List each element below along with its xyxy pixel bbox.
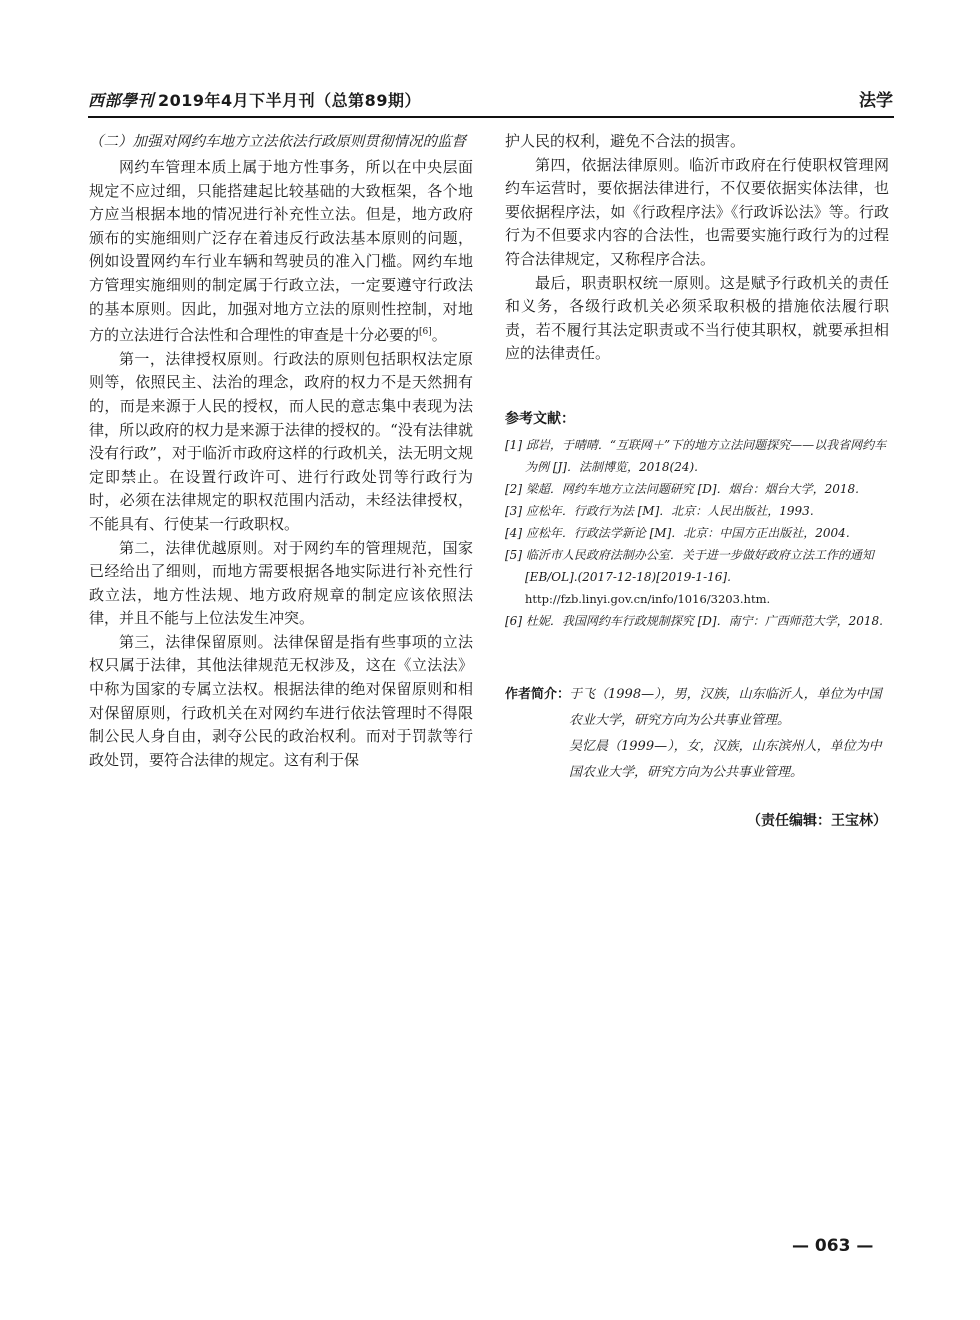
citation-mark: [6] <box>419 327 432 338</box>
section-label: 法学 <box>859 91 893 111</box>
reference-item: [4] 应松年．行政法学新论 [M]．北京：中国方正出版社，2004. <box>505 526 850 540</box>
journal-issue: 2019年4月下半月刊（总第89期） <box>158 91 421 110</box>
paragraph: 第一，法律授权原则。行政法的原则包括职权法定原则等，依照民主、法治的理念，政府的权力不是天然拥有的，而是来源于人民的授权，而人民的意志集中表现为法律，所以政府的权力是来源于法律的授权的。“没有法律就没有行政”，对于临沂市政府这样的行政机关，法无明文规定即禁止。在设置行政许可、进行行政处罚等行政行为时，必须在法律规定的职权范围内活动，未经法律授权，不能具有、行使某一行政职权。 <box>89 349 473 533</box>
paragraph-text: 网约车管理本质上属于地方性事务，所以在中央层面规定不应过细，只能搭建起比较基础的大致框架，各个地方应当根据本地的情况进行补充性立法。但是，地方政府颁布的实施细则广泛存在着违反行政法基本原则的问题，例如设置网约车行业车辆和驾驶员的准入门槛。网约车地方管理实施细则的制定属于行政立法，一定要遵守行政法的基本原则。因此，加强对地方立法的原则性控制，对地方的立法进行合法性和合理性的审查是十分必要的 <box>89 158 473 345</box>
author-2: 吴忆晨（1999—），女，汉族，山东滨州人，单位为中国农业大学，研究方向为公共事业管理。 <box>569 739 882 780</box>
paragraph <box>89 156 473 348</box>
left-column <box>89 130 473 772</box>
reference-text: [5] 临沂市人民政府法制办公室．关于进一步做好政府立法工作的通知 [EB/OL].(2017-12-18)[2019-1-16]. <box>505 548 874 584</box>
author-info <box>505 682 893 786</box>
reference-item: [2] 梁超．网约车地方立法问题研究 [D]．烟台：烟台大学，2018. <box>505 482 859 496</box>
reference-url[interactable]: http://fzb.linyi.gov.cn/info/1016/3203.htm. <box>525 592 771 606</box>
journal-logo: 西部學刊 <box>88 91 155 110</box>
section-subheading: （二）加强对网约车地方立法依法行政原则贯彻情况的监督 <box>89 134 466 150</box>
author-1: 于飞（1998—），男，汉族，山东临沂人，单位为中国农业大学，研究方向为公共事业管理。 <box>569 687 882 728</box>
paragraph: 第三，法律保留原则。法律保留是指有些事项的立法权只属于法律，其他法律规范无权涉及，这在《立法法》中称为国家的专属立法权。根据法律的绝对保留原则和相对保留原则，行政机关在对网约车进行依法管理时不得限制公民人身自由，剥夺公民的政治权利。而对于罚款等行政处罚，要符合法律的规定。这有利于保 <box>89 632 473 769</box>
reference-item: [3] 应松年．行政行为法 [M]．北京：人民出版社，1993. <box>505 504 814 518</box>
paragraph: 最后，职责职权统一原则。这是赋予行政机关的责任和义务，各级行政机关必须采取积极的措施依法履行职责，若不履行其法定职责或不当行使其职权，就要承担相应的法律责任。 <box>505 273 889 363</box>
page-header <box>88 88 893 112</box>
paragraph: 第二，法律优越原则。对于网约车的管理规范，国家已经给出了细则，而地方需要根据各地实际进行补充性行政立法，地方性法规、地方政府规章的制定应该依照法律，并且不能与上位法发生冲突。 <box>89 538 473 628</box>
author-body <box>569 682 893 786</box>
paragraph-end: 。 <box>431 326 447 345</box>
paragraph: 第四，依据法律原则。临沂市政府在行使职权管理网约车运营时，要依据法律进行，不仅要依据实体法律，也要依据程序法，如《行政程序法》《行政诉讼法》等。行政行为不但要求内容的合法性，也需要实施行政行为的过程符合法律规定，又称程序合法。 <box>505 155 889 268</box>
author-label: 作者简介： <box>505 687 571 702</box>
reference-item: [1] 邱岩，于晴晴．“互联网＋”下的地方立法问题探究——以我省网约车为例 [J]．法制博览，2018(24). <box>505 438 887 474</box>
reference-item: [6] 杜妮．我国网约车行政规制探究 [D]．南宁：广西师范大学，2018. <box>505 614 883 628</box>
references-heading: 参考文献： <box>505 411 575 427</box>
page-number: — 063 — <box>792 1236 874 1256</box>
right-column <box>505 130 889 366</box>
reference-item <box>505 544 889 610</box>
reference-list <box>505 434 889 632</box>
journal-title <box>88 88 421 111</box>
header-rule <box>88 116 894 118</box>
paragraph: 护人民的权利，避免不合法的损害。 <box>505 132 746 150</box>
responsible-editor: （责任编辑：王宝林） <box>747 813 887 829</box>
